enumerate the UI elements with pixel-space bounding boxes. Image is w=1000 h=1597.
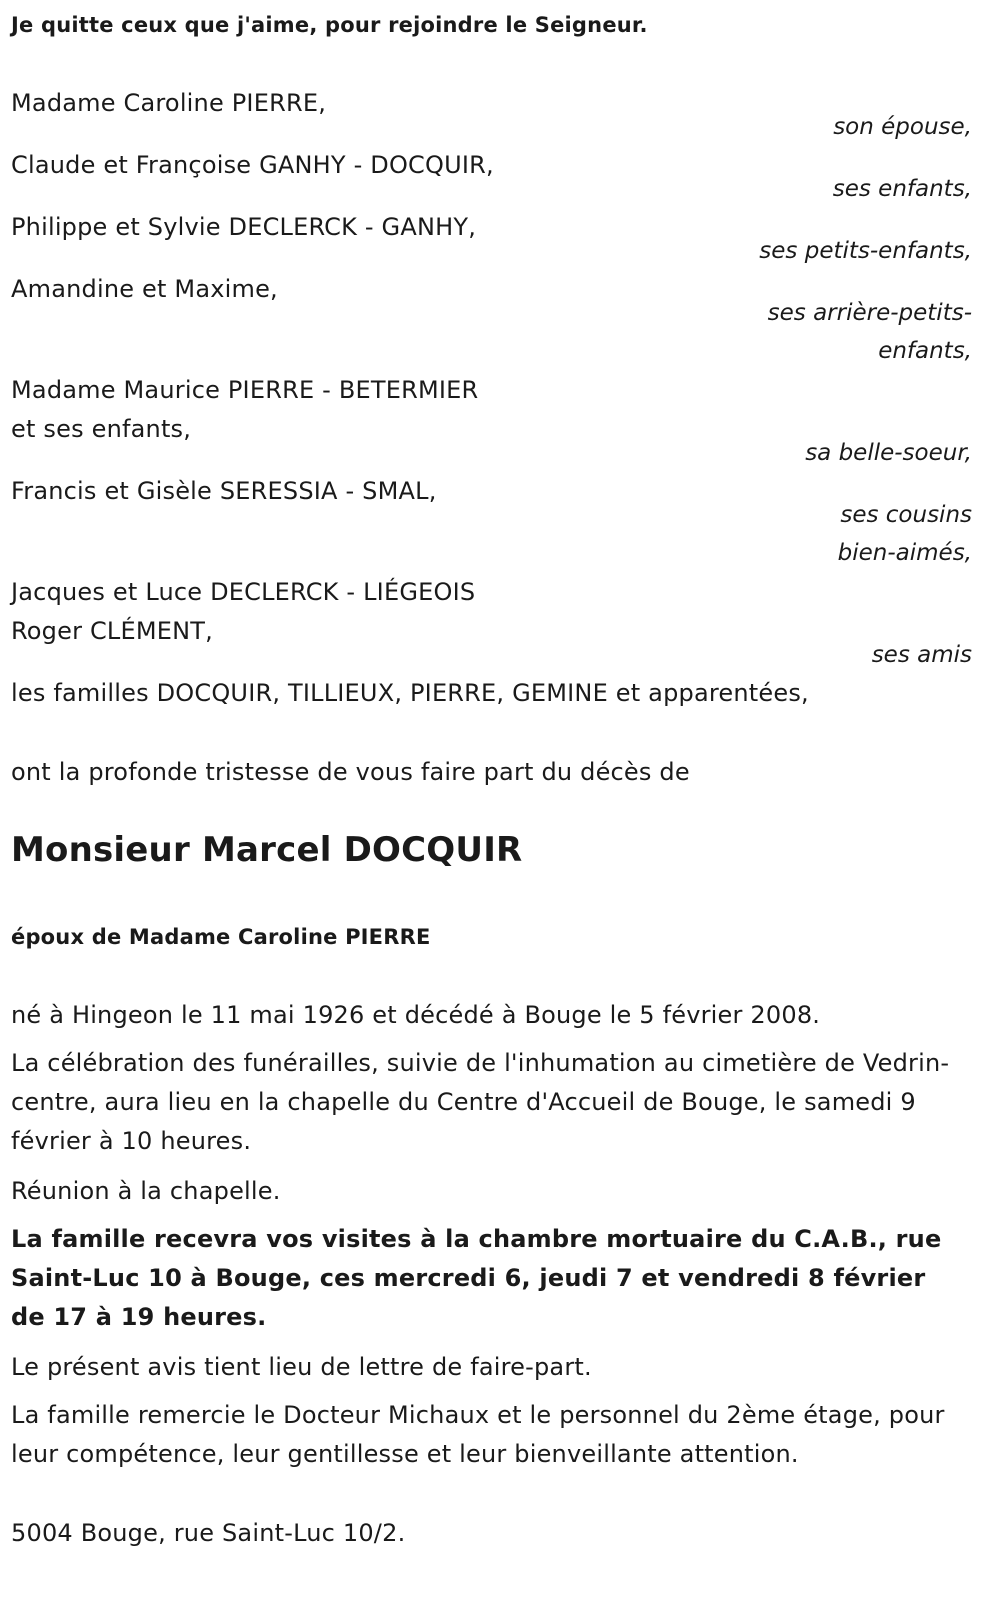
- thanks-message: La famille remercie le Docteur Michaux et le personnel du 2ème étage, pour leur compétence, leur gentillesse et leur bienveillante attention.: [11, 1401, 945, 1468]
- relation-great-grandchildren-line2: enfants,: [878, 338, 972, 364]
- family-names-related-families: les familles DOCQUIR, TILLIEUX, PIERRE, GEMINE et apparentées,: [11, 679, 809, 707]
- relation-sister-in-law: sa belle-soeur,: [805, 440, 972, 466]
- family-names-spouse: Madame Caroline PIERRE,: [11, 89, 327, 117]
- relation-great-grandchildren-line1: ses arrière-petits-: [767, 300, 972, 326]
- ceremony-details: La célébration des funérailles, suivie de l'inhumation au cimetière de Vedrin-centre, aura lieu en la chapelle du Centre d'Accueil de Bouge, le samedi 9 février à 10 heures.: [11, 1049, 950, 1155]
- deceased-name: Monsieur Marcel DOCQUIR: [11, 830, 523, 870]
- relation-grandchildren: ses petits-enfants,: [759, 238, 972, 264]
- relation-cousins-line2: bien-aimés,: [837, 540, 972, 566]
- spouse-line: époux de Madame Caroline PIERRE: [11, 925, 431, 949]
- family-names-friends-line2: Roger CLÉMENT,: [11, 617, 213, 645]
- faire-part-notice: Le présent avis tient lieu de lettre de faire-part.: [11, 1353, 592, 1381]
- relation-children: ses enfants,: [832, 176, 972, 202]
- family-names-sister-in-law-line2: et ses enfants,: [11, 415, 192, 443]
- opening-quote: Je quitte ceux que j'aime, pour rejoindre le Seigneur.: [11, 13, 648, 37]
- relation-cousins-line1: ses cousins: [840, 502, 972, 528]
- relation-spouse: son épouse,: [833, 114, 972, 140]
- family-names-grandchildren: Philippe et Sylvie DECLERCK - GANHY,: [11, 213, 477, 241]
- visits-information: La famille recevra vos visites à la chambre mortuaire du C.A.B., rue Saint-Luc 10 à Bouge, ces mercredi 6, jeudi 7 et vendredi 8 février de 17 à 19 heures.: [11, 1225, 942, 1331]
- address: 5004 Bouge, rue Saint-Luc 10/2.: [11, 1519, 406, 1547]
- family-names-cousins: Francis et Gisèle SERESSIA - SMAL,: [11, 477, 437, 505]
- birth-death-dates: né à Hingeon le 11 mai 1926 et décédé à Bouge le 5 février 2008.: [11, 1001, 821, 1029]
- family-names-sister-in-law-line1: Madame Maurice PIERRE - BETERMIER: [11, 376, 479, 404]
- family-names-great-grandchildren: Amandine et Maxime,: [11, 275, 278, 303]
- family-names-children: Claude et Françoise GANHY - DOCQUIR,: [11, 151, 494, 179]
- relation-friends: ses amis: [871, 642, 972, 668]
- announcement-text: ont la profonde tristesse de vous faire part du décès de: [11, 758, 690, 786]
- reunion-notice: Réunion à la chapelle.: [11, 1177, 281, 1205]
- family-names-friends-line1: Jacques et Luce DECLERCK - LIÉGEOIS: [11, 578, 476, 606]
